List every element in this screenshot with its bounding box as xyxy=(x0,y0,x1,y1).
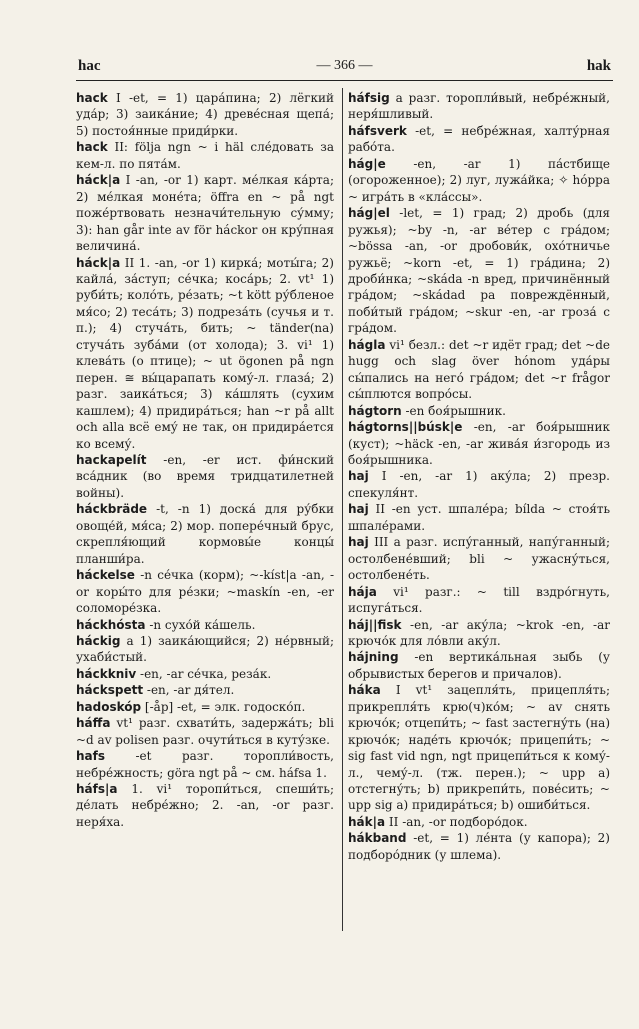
dictionary-entry xyxy=(76,501,334,567)
header-left-guideword: hac xyxy=(78,58,101,74)
dictionary-entry xyxy=(348,682,610,814)
dictionary-entry xyxy=(348,403,610,419)
entry-definition: -en, -ar дя́тел. xyxy=(143,683,235,698)
entry-definition: -et разг. торопли́вость, небре́жность; göra ngt på ~ см. háfsa 1. xyxy=(76,749,334,780)
entry-definition: I -et, = 1) цара́пина; 2) лёгкий уда́р; 3) заика́ние; 4) древе́сная щепа́; 5) постоя́нные приди́рки. xyxy=(76,91,334,138)
dictionary-entry xyxy=(348,156,610,205)
column-divider xyxy=(342,88,343,931)
dictionary-entry xyxy=(348,337,610,403)
entry-definition: -en, -er ист. фи́нский вса́дник (во время тридцатилетней войны). xyxy=(76,452,334,500)
entry-headword: hack xyxy=(76,140,108,155)
entry-definition: I -an, -or 1) карт. ме́лкая ка́рта; 2) ме́лкая моне́та; öffra en ~ på ngt поже́ртвовать незначи́тельную су́мму; 3): han går inte av för háckor он кру́пная величина́. xyxy=(76,173,334,254)
entry-definition: -let, = 1) град; 2) дробь (для ружья); ~by -n, -ar ве́тер с гра́дом; ~bössa -an, -or дробови́к, охо́тничье ружьё; ~korn -et, = 1) гра́дина; 2) дроби́нка; ~skáda -n вред, причинённый гра́дом; ~skádad pa повреждённый, поби́тый гра́дом; ~skur -en, -ar гроза́ с гра́дом. xyxy=(348,206,610,336)
entry-headword: haj xyxy=(348,502,369,517)
dictionary-entry xyxy=(76,682,334,698)
dictionary-entry xyxy=(348,534,610,583)
entry-headword: hája xyxy=(348,584,377,599)
entry-headword: hág|e xyxy=(348,156,386,171)
dictionary-entry xyxy=(348,814,610,830)
entry-headword: háckspett xyxy=(76,683,144,698)
dictionary-entry xyxy=(348,617,610,650)
dictionary-entry xyxy=(348,830,610,863)
dictionary-entry xyxy=(348,584,610,617)
entry-definition: -en вертика́льная зыбь (у обрывистых берегов и причалов). xyxy=(348,650,610,681)
dictionary-entry xyxy=(348,205,610,337)
entry-definition: -n сухо́й ка́шель. xyxy=(145,617,256,632)
dictionary-entry xyxy=(76,781,334,830)
dictionary-entry xyxy=(348,419,610,468)
entry-headword: hágtorns||búsk|e xyxy=(348,420,463,435)
dictionary-entry xyxy=(76,666,334,682)
entry-definition: I -en, -ar 1) аку́ла; 2) презр. спекуля́нт. xyxy=(348,469,610,500)
dictionary-entry xyxy=(348,649,610,682)
entry-definition: -en, -ar боя́рышник (куст); ~häck -en, -ar жива́я и́згородь из боя́рышника. xyxy=(348,420,610,467)
page-header xyxy=(78,58,611,78)
entry-headword: háffa xyxy=(76,716,111,731)
entry-headword: háckig xyxy=(76,633,121,648)
entry-definition: a 1) заика́ющийся; 2) не́рвный; ухаби́стый. xyxy=(76,633,334,665)
entry-definition: -en, -ar се́чка, реза́к. xyxy=(136,666,272,681)
entry-headword: hágla xyxy=(348,337,386,352)
entry-headword: hafs xyxy=(76,749,106,764)
entry-headword: hákband xyxy=(348,831,407,846)
dictionary-entry xyxy=(76,699,334,715)
entry-definition: III a разг. испу́ганный, напу́ганный; остолбене́вший; bli ~ ужасну́ться, остолбене́ть. xyxy=(348,535,610,583)
entry-definition: -en, -ar аку́ла; ~krok -en, -ar крючо́к для ло́вли аку́л. xyxy=(348,617,610,648)
entry-definition: -et, = небре́жная, халту́рная рабо́та. xyxy=(348,123,610,155)
entry-definition: [-åp] -et, = элк. годоско́п. xyxy=(141,699,306,714)
entry-definition: II: följa ngn ~ i häl сле́довать за кем-л. по пята́м. xyxy=(76,140,334,171)
entry-headword: hák|a xyxy=(348,814,386,829)
entry-headword: hájning xyxy=(348,650,399,665)
entry-definition: -n се́чка (корм); ~-kíst|a -an, -or коры́то для ре́зки; ~maskín -en, -er соломоре́зка. xyxy=(76,568,334,616)
dictionary-entry xyxy=(348,90,610,123)
dictionary-entry xyxy=(76,139,334,172)
entry-headword: háckbräde xyxy=(76,502,148,517)
entry-headword: hackapelít xyxy=(76,452,147,467)
entry-definition: -t, -n 1) доска́ для ру́бки овоще́й, мя́са; 2) мор. попере́чный брус, скрепля́ющий кормовы́е концы́ планши́ра. xyxy=(76,502,334,566)
entry-definition: I vt¹ зацепля́ть, прицепля́ть; прикрепля́ть крю(ч)ко́м; ~ av снять крючо́к; отцепи́ть; ~ fast застегну́ть (на) крючо́к; наде́ть крючо́к; прицепи́ть; ~ sig fast vid ngn, ngt прицепи́ться к кому́-л., чему́-л. (тж. перен.); ~ upp а) отстегну́ть; b) прикрепи́ть, пове́сить; ~ upp sig а) придира́ться; b) ошиби́ться. xyxy=(348,683,610,813)
entry-headword: háfsverk xyxy=(348,123,407,138)
dictionary-entry xyxy=(348,501,610,534)
entry-definition: -en, -ar 1) па́стбище (огороженное); 2) луг, лужа́йка; ✧ hóppa ~ игра́ть в «кла́ссы». xyxy=(348,156,610,204)
entry-headword: hack xyxy=(76,91,108,105)
header-right-guideword: hak xyxy=(586,58,611,74)
dictionary-entry xyxy=(348,123,610,156)
dictionary-entry xyxy=(348,468,610,501)
entry-headword: háckelse xyxy=(76,568,135,583)
entry-headword: háck|a xyxy=(76,173,121,188)
entry-definition: II -en уст. шпале́ра; bílda ~ стоя́ть шпале́рами. xyxy=(348,502,610,533)
entry-definition: vt¹ разг. схвати́ть, задержа́ть; bli ~d av polisen разг. очути́ться в куту́зке. xyxy=(76,716,334,747)
dictionary-entry xyxy=(76,715,334,748)
dictionary-entry xyxy=(76,255,334,452)
entry-definition: -et, = 1) ле́нта (у капора); 2) подборо́дник (у шлема). xyxy=(348,831,610,862)
entry-definition: II 1. -an, -or 1) кирка́; моты́га; 2) кайла́, за́ступ; се́чка; коса́рь; 2. vt¹ 1) руби́ть; коло́ть, ре́зать; ~t kött ру́бленое мя́со; 2) теса́ть; 3) подреза́ть (сучья и т. п.); 4) стуча́ть, бить; ~ tänder(na) стуча́ть зуба́ми (от холода); 3. vi¹ 1) клева́ть (о птице); ~ ut ögonen på ngn перен. ≅ вы́царапать кому́-л. глаза́; 2) разг. заика́ться; 3) ка́шлять (сухим кашлем); 4) придира́ться; han ~r på allt och alla всё ему́ не так, он придира́ется ко всему́. xyxy=(76,255,334,451)
dictionary-entry xyxy=(76,633,334,666)
entry-definition: a разг. торопли́вый, небре́жный, неря́шливый. xyxy=(348,91,610,122)
entry-definition: vi¹ безл.: det ~r идёт град; det ~de hugg och slag över hónom уда́ры сы́пались на него́ гра́дом; det ~r frågor сы́плются вопро́сы. xyxy=(348,337,610,402)
entry-headword: háck|a xyxy=(76,255,121,270)
dictionary-entry xyxy=(76,452,334,501)
entry-definition: -en боя́рышник. xyxy=(401,403,506,418)
entry-headword: háka xyxy=(348,683,381,698)
header-rule xyxy=(76,80,613,81)
entry-headword: háfsig xyxy=(348,91,390,105)
entry-headword: haj xyxy=(348,469,369,484)
entry-definition: 1. vi¹ торопи́ться, спеши́ть; де́лать небре́жно; 2. -an, -or разг. неря́ха. xyxy=(76,782,334,829)
entry-headword: hadoskóp xyxy=(76,699,142,714)
page-number: — 366 — xyxy=(316,58,373,73)
entry-headword: háckhósta xyxy=(76,617,146,632)
dictionary-entry xyxy=(76,172,334,254)
left-column xyxy=(76,90,334,830)
entry-headword: háj||fisk xyxy=(348,617,402,632)
entry-headword: háfs|a xyxy=(76,782,118,797)
dictionary-entry xyxy=(76,748,334,781)
dictionary-entry xyxy=(76,617,334,633)
entry-definition: II -an, -or подборо́док. xyxy=(385,814,528,829)
dictionary-entry xyxy=(76,567,334,616)
entry-headword: hágtorn xyxy=(348,403,402,418)
entry-headword: háckkniv xyxy=(76,666,137,681)
entry-headword: hág|el xyxy=(348,206,390,221)
entry-definition: vi¹ разг.: ~ till вздро́гнуть, испуга́ться. xyxy=(348,584,610,616)
right-column xyxy=(348,90,610,863)
dictionary-entry xyxy=(76,90,334,139)
entry-headword: haj xyxy=(348,535,369,550)
